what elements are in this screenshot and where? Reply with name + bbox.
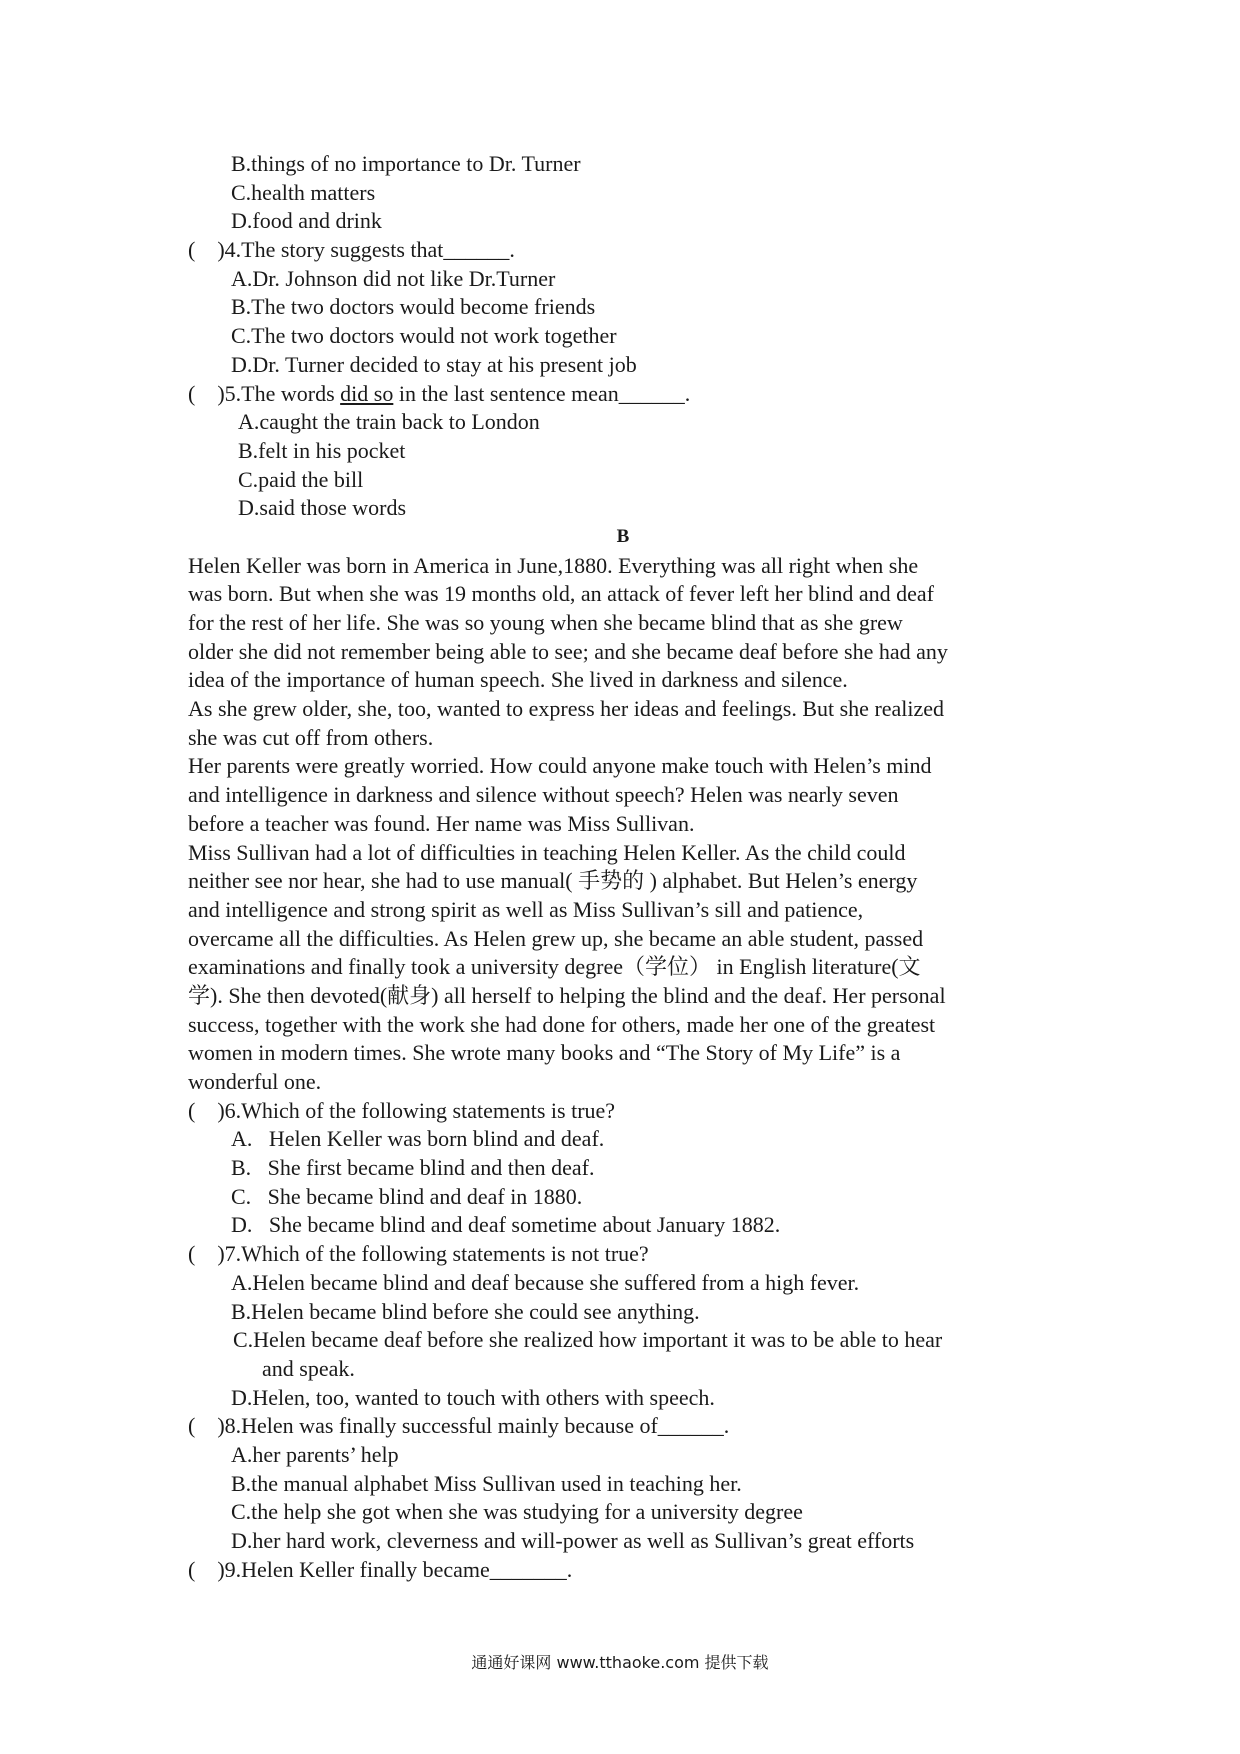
q6-stem: ( )6.Which of the following statements is true? [188, 1097, 616, 1123]
section-b-heading: B [616, 525, 630, 547]
passage-line: for the rest of her life. She was so young when she became blind that as she grew [188, 610, 903, 635]
q4-option-b: B.The two doctors would become friends [231, 294, 596, 320]
q5-stem [188, 380, 1058, 409]
q3-option-c: C.health matters [231, 179, 376, 205]
passage-line: older she did not remember being able to see; and she became deaf before she had any [188, 638, 948, 664]
q5-option-b: B.felt in his pocket [238, 437, 406, 463]
passage-line: and intelligence in darkness and silence without speech? Helen was nearly seven [188, 782, 899, 808]
q6-option-c: C. She became blind and deaf in 1880. [231, 1183, 583, 1209]
passage-line: women in modern times. She wrote many books and “The Story of My Life” is a [188, 1040, 901, 1066]
q6-option-b: B. She first became blind and then deaf. [231, 1155, 595, 1181]
passage [188, 552, 1058, 1097]
passage-line: and intelligence and strong spirit as well as Miss Sullivan’s sill and patience, [188, 896, 864, 922]
q8-option-b: B.the manual alphabet Miss Sullivan used in teaching her. [231, 1470, 742, 1496]
q8-stem: ( )8.Helen was finally successful mainly because of______. [188, 1413, 730, 1439]
q7-option-a: A.Helen became blind and deaf because she suffered from a high fever. [231, 1269, 860, 1295]
q7-option-b: B.Helen became blind before she could see anything. [231, 1298, 700, 1324]
q6-option-a: A. Helen Keller was born blind and deaf. [231, 1126, 605, 1152]
q5-stem-before: ( )5.The words [188, 380, 341, 406]
q7-option-c-continued: and speak. [262, 1355, 355, 1381]
passage-line: examinations and finally took a university degree（学位） in English literature(文 [188, 954, 921, 980]
q6-option-d: D. She became blind and deaf sometime about January 1882. [231, 1212, 781, 1238]
passage-line: Her parents were greatly worried. How could anyone make touch with Helen’s mind [188, 753, 932, 779]
passage-line: idea of the importance of human speech. She lived in darkness and silence. [188, 667, 848, 693]
q5-option-a: A.caught the train back to London [238, 409, 540, 435]
q5-option-c: C.paid the bill [238, 466, 364, 492]
q7-option-c: C.Helen became deaf before she realized how important it was to be able to hear [233, 1327, 943, 1353]
q3-option-d: D.food and drink [231, 208, 382, 234]
q8-option-d: D.her hard work, cleverness and will-power as well as Sullivan’s great efforts [231, 1528, 915, 1553]
passage-line: before a teacher was found. Her name was Miss Sullivan. [188, 810, 695, 836]
q5-option-d: D.said those words [238, 495, 407, 521]
q9-stem: ( )9.Helen Keller finally became_______. [188, 1556, 573, 1582]
q7-option-d: D.Helen, too, wanted to touch with others with speech. [231, 1384, 715, 1410]
passage-line: wonderful one. [188, 1069, 322, 1094]
passage-line: As she grew older, she, too, wanted to express her ideas and feelings. But she realized [188, 696, 945, 722]
q8-option-a: A.her parents’ help [231, 1441, 399, 1467]
passage-line: Helen Keller was born in America in June,1880. Everything was all right when she [188, 552, 919, 578]
q5-underlined-phrase: did so [340, 380, 394, 406]
q4-option-a: A.Dr. Johnson did not like Dr.Turner [231, 265, 556, 291]
q4-option-d: D.Dr. Turner decided to stay at his present job [231, 351, 637, 377]
passage-line: 学). She then devoted(献身) all herself to helping the blind and the deaf. Her personal [188, 982, 946, 1008]
q8-option-c: C.the help she got when she was studying for a university degree [231, 1499, 803, 1525]
q3-option-b: B.things of no importance to Dr. Turner [231, 151, 581, 176]
q5-stem-after: in the last sentence mean______. [393, 380, 691, 406]
passage-line: Miss Sullivan had a lot of difficulties in teaching Helen Keller. As the child could [188, 839, 906, 865]
q7-stem: ( )7.Which of the following statements is not true? [188, 1241, 649, 1267]
q4-option-c: C.The two doctors would not work together [231, 323, 617, 349]
passage-line: success, together with the work she had done for others, made her one of the greatest [188, 1011, 936, 1037]
passage-line: she was cut off from others. [188, 724, 434, 750]
page-footer: 通通好课网 www.tthaoke.com 提供下载 [471, 1653, 769, 1672]
content-column [188, 150, 1058, 1584]
passage-line: neither see nor hear, she had to use manual( 手势的 ) alphabet. But Helen’s energy [188, 868, 918, 894]
passage-line: was born. But when she was 19 months old, an attack of fever left her blind and deaf [188, 581, 934, 607]
q4-stem: ( )4.The story suggests that______. [188, 237, 515, 263]
passage-line: overcame all the difficulties. As Helen grew up, she became an able student, passed [188, 925, 924, 951]
